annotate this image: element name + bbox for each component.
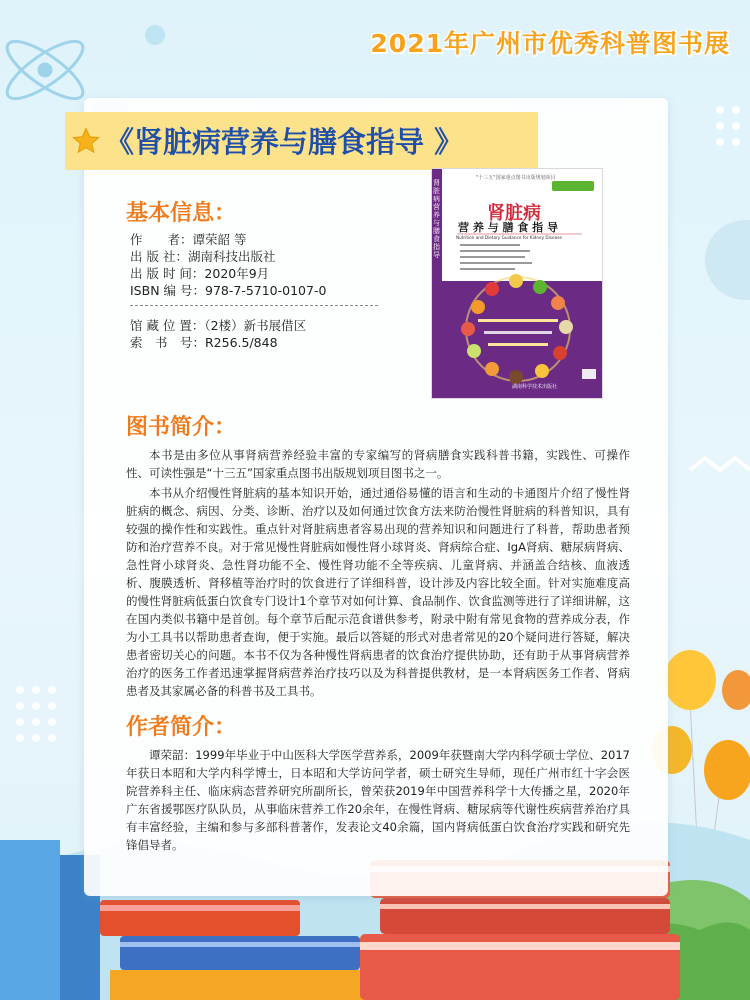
book-title-bar	[65, 112, 538, 170]
info-call-number: 索 书 号：R256.5/848	[130, 335, 278, 350]
author-intro-heading: 作者简介：	[126, 715, 237, 740]
dot-grid-decoration	[716, 106, 740, 146]
author-intro-paragraph: 谭荣韶：1999年毕业于中山医科大学医学营养系，2009年获暨南大学内科学硕士学位、2017年获日本昭和大学内科学博士，日本昭和大学访问学者，硕士研究生导师，现任广州市红十字会医院营养科主任、临床病态营养研究所副所长，曾荣获2019年中国营养科学十大传播之星，2020年广东省援鄂医疗队队员，从事临床营养工作20余年，在慢性肾病、糖尿病等代谢性疾病营养治疗具有丰富经验，主编和参与多部科普著作，发表论文40余篇，国内肾病低蛋白饮食治疗实践和研究先锋倡导者。	[126, 748, 630, 852]
zigzag-decoration	[690, 458, 750, 470]
planet-decoration	[705, 220, 750, 300]
cover-series: "十三五"国家重点图书出版规划项目	[476, 175, 556, 181]
cover-english-title: Nutrition and Dietary Guidance for Kidney Disease	[456, 235, 562, 240]
book-cover-image	[431, 168, 603, 399]
book-intro-heading: 图书简介：	[126, 415, 237, 440]
info-publisher: 出 版 社：湖南科技出版社	[130, 249, 276, 264]
cover-publisher: 湖南科学技术出版社	[512, 384, 558, 390]
book-intro-paragraph-2: 本书从介绍慢性肾脏病的基本知识开始，通过通俗易懂的语言和生动的卡通图片介绍了慢性肾脏病的概念、病因、分类、诊断、治疗以及如何通过饮食方法来防治慢性肾脏病的科普知识，具有较强的操作性和实践性。重点针对肾脏病患者容易出现的营养知识和问题进行了科普，帮助患者预防和治疗营养不良。对于常见慢性肾脏病如慢性肾小球肾炎、肾病综合症、IgA肾病、糖尿病肾病、急性肾小球肾炎、急性肾功能不全、慢性肾功能不全等疾病、儿童肾病、并涵盖合结核、血液透析、腹膜透析、肾移植等治疗时的饮食进行了详细科普，设计涉及内容比较全面。针对实施难度高的慢性肾脏病低蛋白饮食专门设计1个章节对如何计算、食品制作、饮食监测等进行了详细讲解，这在国内类似书籍中是首创。每个章节后配示范食谱供参考，附录中附有常见食物的营养成分表，作为小工具书以帮助患者查询，便于实施。最后以答疑的形式对患者常见的20个疑问进行答疑，解决患者密切关心的问题。本书不仅为各种慢性肾病患者的饮食治疗提供协助，还有助于从事肾病营养治疗的医务工作者迅速掌握肾病营养治疗技巧以及为科普提供教材，是一本肾病医务工作者、肾病患者及其家属必备的科普书及工具书。	[126, 486, 630, 698]
dot-grid-decoration	[16, 686, 56, 742]
info-author: 作 者：谭荣韶 等	[130, 232, 247, 247]
basic-info-heading: 基本信息：	[126, 201, 237, 226]
divider	[130, 305, 378, 306]
bubble-decoration	[145, 25, 165, 45]
cover-title: 肾脏病	[487, 203, 541, 224]
info-location: 馆 藏 位 置：（2楼）新书展借区	[130, 318, 307, 333]
book-intro-paragraph-1: 本书是由多位从事肾病营养经验丰富的专家编写的肾病膳食实践科普书籍，实践性、可操作性、可读性强是“十三五”国家重点图书出版规划项目图书之一。	[126, 448, 630, 480]
star-icon	[71, 126, 101, 156]
cover-spine: 肾脏病营养与膳食指导	[433, 179, 440, 259]
cover-subtitle: 营 养 与 膳 食 指 导	[458, 221, 558, 234]
book-title: 《肾脏病营养与膳食指导 》	[105, 125, 464, 159]
info-isbn: ISBN 编 号：978-7-5710-0107-0	[130, 283, 327, 298]
atom-icon	[0, 32, 90, 108]
info-pub-date: 出 版 时 间：2020年9月	[130, 266, 270, 281]
exhibition-banner: 2021年广州市优秀科普图书展	[370, 29, 730, 58]
